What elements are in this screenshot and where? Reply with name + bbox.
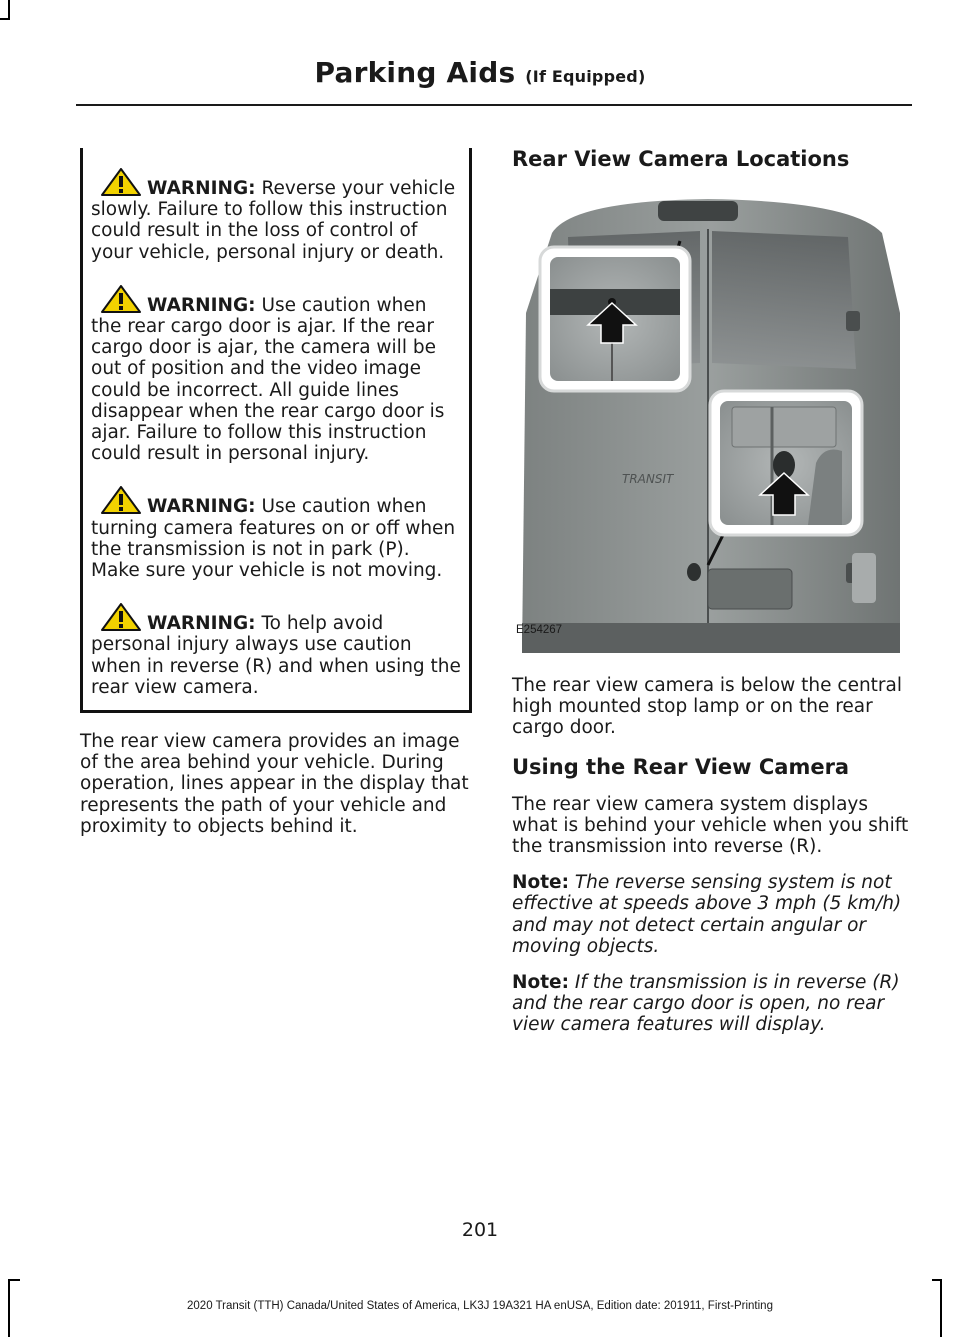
warning-text: To help avoid personal injury always use caution when in reverse (R) and when using the rear view camera. bbox=[91, 613, 461, 698]
warning-triangle-icon bbox=[101, 486, 141, 514]
left-column bbox=[80, 148, 472, 856]
van-rear-illustration bbox=[512, 193, 900, 653]
warning-keyword: WARNING: bbox=[147, 496, 256, 518]
warning-text: Use caution when turning camera features on or off when the transmission is not in park (P). Make sure your vehicle is not moving. bbox=[91, 496, 456, 582]
note-item bbox=[512, 872, 912, 957]
note-text: The reverse sensing system is not effective at speeds above 3 mph (5 km/h) and may not detect certain angular or moving objects. bbox=[512, 872, 902, 957]
van-badge: TRANSIT bbox=[622, 472, 674, 486]
crop-mark-top-left-h bbox=[0, 18, 10, 20]
stop-lamp bbox=[658, 201, 738, 221]
tail-lamp bbox=[852, 553, 876, 603]
warning-item bbox=[91, 285, 461, 465]
warning-text: Use caution when the rear cargo door is ajar. If the rear cargo door is ajar, the camera will be out of position and the video image could be incorrect. All guide lines disappear when the rear cargo door is ajar. Failure to follow this instruction could result in personal injury. bbox=[91, 294, 445, 465]
section-heading-locations: Rear View Camera Locations bbox=[512, 147, 850, 171]
section-heading-using: Using the Rear View Camera bbox=[512, 754, 850, 779]
right-column bbox=[512, 145, 912, 1051]
crop-mark-bottom-right-h bbox=[932, 1279, 942, 1281]
warning-item bbox=[91, 603, 461, 698]
warning-triangle-icon bbox=[101, 168, 141, 196]
warning-item bbox=[91, 168, 461, 263]
camera-location-figure bbox=[512, 193, 900, 653]
inset-stop-lamp-camera bbox=[540, 247, 690, 391]
body-paragraph: The rear view camera provides an image of the area behind your vehicle. During operation, lines appear in the display that represents the path of your vehicle and proximity to objects behind it. bbox=[80, 731, 469, 837]
note-keyword: Note: bbox=[512, 972, 569, 994]
header-rule bbox=[76, 104, 912, 106]
note-item bbox=[512, 972, 912, 1036]
page-title-qualifier: (If Equipped) bbox=[525, 67, 646, 86]
warning-triangle-icon bbox=[101, 603, 141, 631]
page-number: 201 bbox=[461, 1219, 499, 1241]
page-footer: 2020 Transit (TTH) Canada/United States of America, LK3J 19A321 HA enUSA, Edition date: 201911, First-Printing bbox=[187, 1300, 773, 1312]
door-camera bbox=[687, 563, 701, 581]
rear-window-right bbox=[712, 231, 856, 369]
warning-triangle-icon bbox=[101, 285, 141, 313]
rear-bumper bbox=[522, 623, 900, 653]
inset-door-camera bbox=[710, 391, 862, 535]
page-title: Parking Aids bbox=[314, 56, 516, 89]
note-keyword: Note: bbox=[512, 872, 569, 894]
warning-keyword: WARNING: bbox=[147, 613, 256, 635]
crop-mark-top-left bbox=[8, 0, 10, 18]
location-paragraph: The rear view camera is below the central high mounted stop lamp or on the rear cargo door. bbox=[512, 675, 903, 739]
figure-code: E254267 bbox=[516, 623, 563, 636]
warning-box bbox=[80, 148, 472, 713]
warning-text: Reverse your vehicle slowly. Failure to follow this instruction could result in the loss of control of your vehicle, personal injury or death. bbox=[91, 178, 456, 263]
warning-keyword: WARNING: bbox=[147, 178, 256, 199]
crop-mark-bottom-left-h bbox=[8, 1279, 20, 1281]
page-header bbox=[0, 56, 960, 89]
note-text: If the transmission is in reverse (R) and the rear cargo door is open, no rear view camera features will display. bbox=[512, 972, 900, 1036]
warning-item bbox=[91, 486, 461, 581]
using-paragraph: The rear view camera system displays what is behind your vehicle when you shift the transmission into reverse (R). bbox=[512, 793, 909, 858]
door-hinge bbox=[846, 311, 860, 331]
license-plate-recess bbox=[708, 569, 792, 609]
warning-keyword: WARNING: bbox=[147, 294, 256, 316]
